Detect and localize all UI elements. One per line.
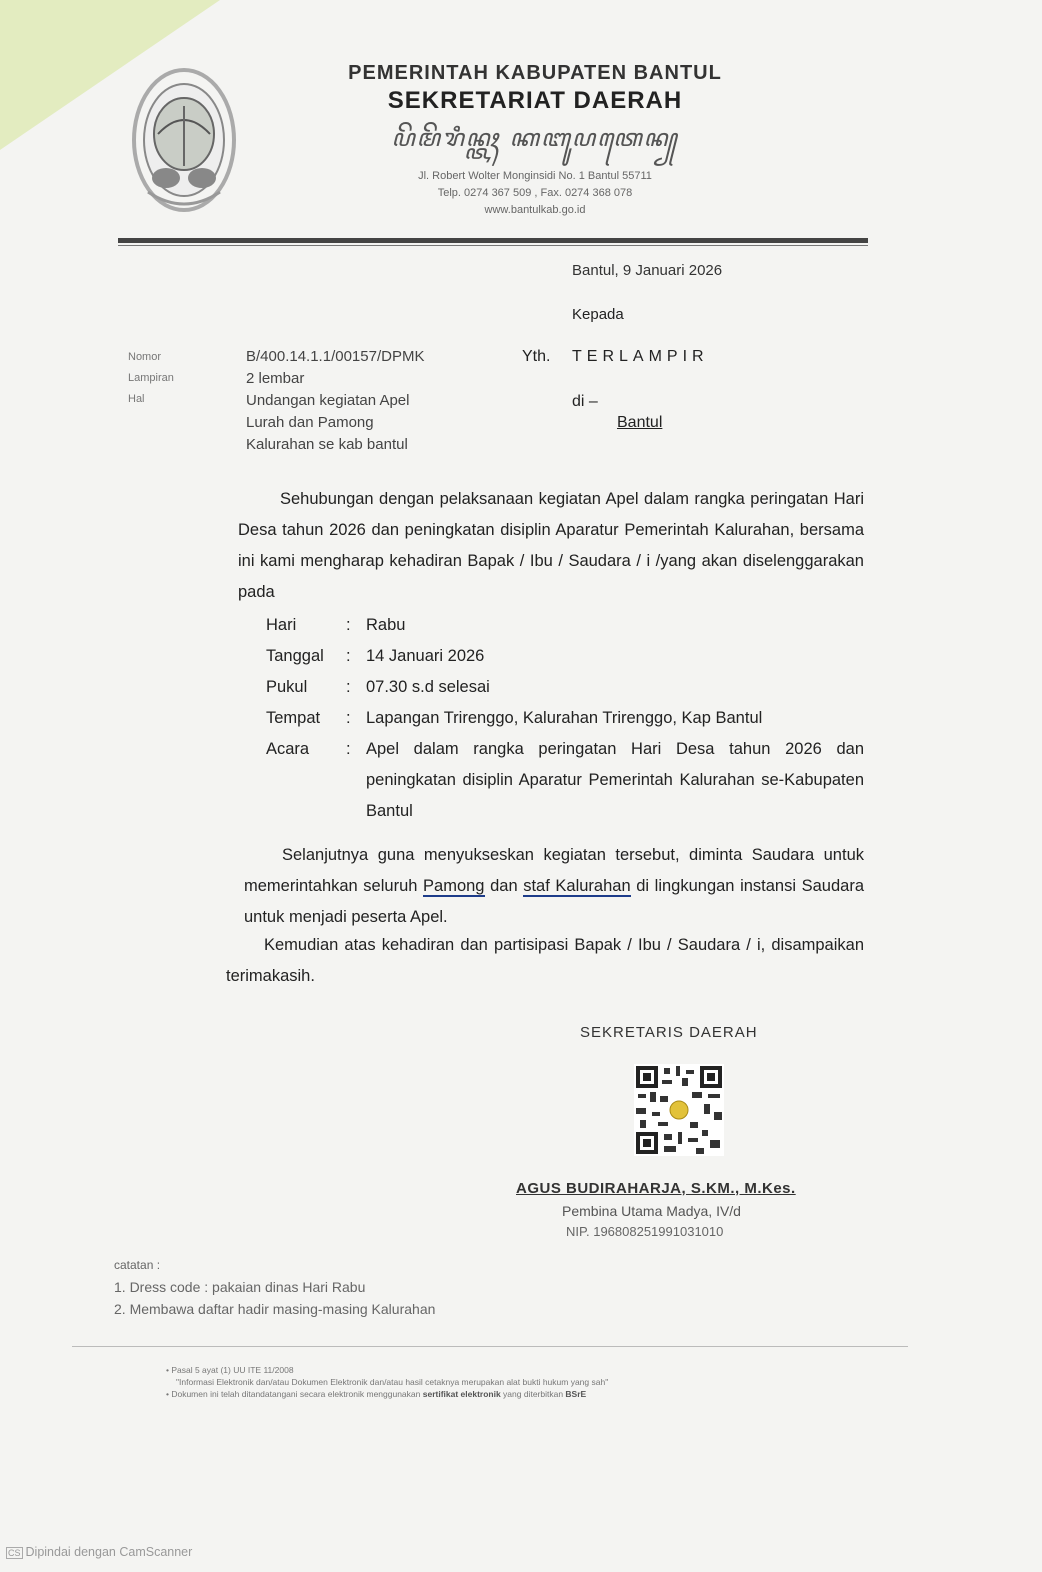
footer-esign-part: • Dokumen ini telah ditandatangani secara elektronik menggunakan <box>166 1389 423 1399</box>
recipient-place: Bantul <box>617 414 663 431</box>
paragraph-instruction-part: Selanjutnya guna menyukseskan kegiatan tersebut, diminta Saudara untuk memerintahkan seluruh <box>244 846 864 895</box>
letterhead <box>300 62 770 219</box>
detail-key: Acara <box>266 740 310 758</box>
detail-row-tempat <box>266 703 864 734</box>
footer-divider <box>72 1346 908 1347</box>
nomor-value: B/400.14.1.1/00157/DPMK <box>246 348 425 365</box>
detail-row-pukul <box>266 672 864 703</box>
signatory-name: AGUS BUDIRAHARJA, S.KM., M.Kes. <box>516 1180 796 1197</box>
footer-esign-part: yang diterbitkan <box>500 1389 566 1399</box>
detail-value: Apel dalam rangka peringatan Hari Desa tahun 2026 dan peningkatan disiplin Aparatur Pemerintah Kalurahan se-Kabupaten Bantul <box>366 740 864 820</box>
hal-value-line3: Kalurahan se kab bantul <box>246 436 408 453</box>
detail-value: Rabu <box>366 616 406 634</box>
letterhead-rule-thick <box>118 238 868 243</box>
footer-esign-note <box>166 1388 886 1400</box>
detail-key: Pukul <box>266 678 308 696</box>
letterhead-address: Jl. Robert Wolter Monginsidi No. 1 Bantul 55711 <box>418 170 652 182</box>
notes-section <box>114 1254 435 1320</box>
signatory-nip: NIP. 196808251991031010 <box>566 1224 724 1239</box>
footer-law-ref: • Pasal 5 ayat (1) UU ITE 11/2008 <box>166 1365 294 1375</box>
paragraph-instruction-part: di lingkungan instansi Saudara untuk menjadi peserta Apel. <box>244 877 864 926</box>
footer-esign-cert: sertifikat elektronik <box>422 1389 501 1399</box>
detail-value: 14 Januari 2026 <box>366 647 485 665</box>
event-details <box>266 610 864 827</box>
di-label: di – <box>572 393 598 410</box>
letterhead-phone: Telp. 0274 367 509 , Fax. 0274 368 078 <box>437 187 633 199</box>
nomor-label: Nomor <box>128 351 162 363</box>
hal-label: Hal <box>128 393 145 405</box>
detail-colon: : <box>346 616 351 634</box>
notes-item: 1. Dress code : pakaian dinas Hari Rabu <box>114 1279 366 1295</box>
detail-colon: : <box>346 647 351 665</box>
signatory-title: SEKRETARIS DAERAH <box>580 1024 758 1041</box>
camscanner-logo-icon: CS <box>8 1548 21 1558</box>
detail-value: 07.30 s.d selesai <box>366 678 490 696</box>
paragraph-instruction <box>244 840 864 933</box>
kepada-label: Kepada <box>572 306 624 323</box>
paragraph-opening: Sehubungan dengan pelaksanaan kegiatan Apel dalam rangka peringatan Hari Desa tahun 2026 dan peningkatan disiplin Aparatur Pemerintah Kalurahan, bersama ini kami mengharap kehadiran Bapak / Ibu / Saudara / i /yang akan diselenggarakan pada <box>238 490 864 601</box>
detail-colon: : <box>346 740 351 758</box>
paragraph-closing: Kemudian atas kehadiran dan partisipasi Bapak / Ibu / Saudara / i, disampaikan terimakasih. <box>226 936 864 985</box>
detail-key: Hari <box>266 616 297 634</box>
notes-title: catatan : <box>114 1258 161 1272</box>
kabupaten-bantul-emblem-icon <box>128 66 240 226</box>
signatory-rank: Pembina Utama Madya, IV/d <box>562 1203 741 1219</box>
detail-row-acara <box>266 734 864 827</box>
detail-colon: : <box>346 709 351 727</box>
hal-value-line1: Undangan kegiatan Apel <box>246 392 410 409</box>
recipient: TERLAMPIR <box>572 348 709 365</box>
letterhead-javanese-script: ꦥꦼꦩꦼꦫꦶꦤ꧀ꦠꦃ ꦏꦧꦸꦥꦠꦺꦤ꧀ <box>391 124 679 152</box>
detail-row-hari <box>266 610 864 641</box>
letterhead-website: www.bantulkab.go.id <box>484 204 586 216</box>
footer-law-quote: "Informasi Elektronik dan/atau Dokumen Elektronik dan/atau hasil cetaknya merupakan alat bukti hukum yang sah" <box>176 1377 609 1387</box>
e-signature-footer <box>166 1364 886 1400</box>
detail-key: Tanggal <box>266 647 324 665</box>
detail-value: Lapangan Trirenggo, Kalurahan Trirenggo, Kap Bantul <box>366 709 763 727</box>
detail-key: Tempat <box>266 709 321 727</box>
letterhead-office: SEKRETARIAT DAERAH <box>387 87 683 114</box>
yth-label: Yth. <box>522 348 551 365</box>
paragraph-instruction-part: dan <box>484 877 524 895</box>
pen-underlined-pamong: Pamong <box>423 877 485 895</box>
detail-colon: : <box>346 678 351 696</box>
qr-code-signature-icon <box>634 1064 724 1156</box>
lampiran-value: 2 lembar <box>246 370 305 387</box>
hal-value-line2: Lurah dan Pamong <box>246 414 374 431</box>
lampiran-label: Lampiran <box>128 372 174 384</box>
detail-row-tanggal <box>266 641 864 672</box>
camscanner-text: Dipindai dengan CamScanner <box>25 1545 193 1559</box>
letterhead-rule-thin <box>118 245 868 246</box>
notes-item: 2. Membawa daftar hadir masing-masing Kalurahan <box>114 1301 436 1317</box>
letter-date: Bantul, 9 Januari 2026 <box>572 262 723 279</box>
camscanner-watermark <box>6 1545 192 1559</box>
pen-underlined-staf-kalurahan: staf Kalurahan <box>523 877 631 895</box>
letterhead-government: PEMERINTAH KABUPATEN BANTUL <box>348 62 722 84</box>
footer-esign-issuer: BSrE <box>565 1389 587 1399</box>
